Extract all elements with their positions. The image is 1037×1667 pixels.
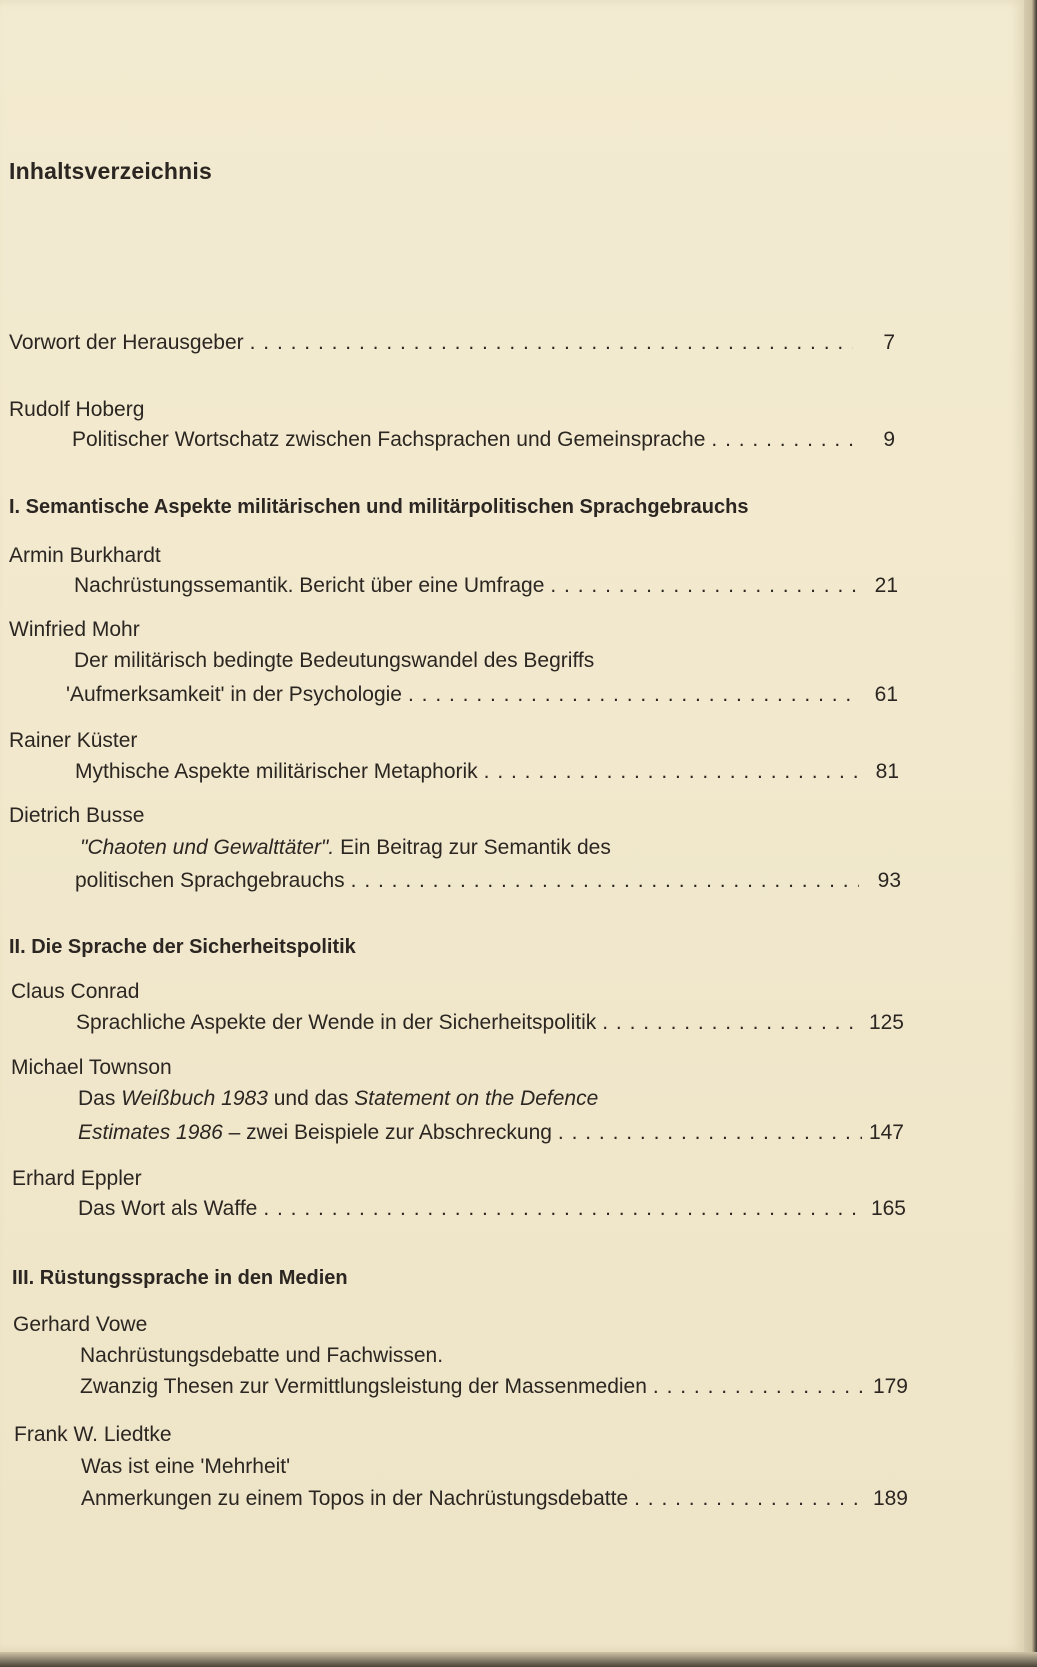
page-edge-right bbox=[1024, 0, 1037, 1667]
entry-title: Nachrüstungssemantik. Bericht über eine Umfrage bbox=[74, 574, 545, 597]
entry-title-line: Was ist eine 'Mehrheit' bbox=[81, 1455, 291, 1478]
entry-title: Politischer Wortschatz zwischen Fachsprachen und Gemeinsprache bbox=[72, 428, 706, 451]
italic-title: Weißbuch 1983 bbox=[121, 1087, 268, 1110]
page-number: 9 bbox=[883, 428, 895, 451]
title-rest: Ein Beitrag zur Semantik des bbox=[334, 836, 611, 859]
toc-author: Gerhard Vowe bbox=[13, 1313, 148, 1336]
leader-dots bbox=[634, 1486, 866, 1512]
page-number: 7 bbox=[883, 331, 895, 354]
page-number: 93 bbox=[877, 869, 901, 892]
toc-entry-eppler bbox=[78, 1196, 906, 1222]
leader-dots bbox=[351, 868, 859, 894]
entry-title: Mythische Aspekte militärischer Metaphorik bbox=[75, 760, 478, 783]
italic-title: Statement on the Defence bbox=[354, 1087, 599, 1110]
section-heading-3: III. Rüstungssprache in den Medien bbox=[12, 1267, 348, 1289]
page-edge-bottom bbox=[0, 1652, 1037, 1667]
entry-title: Das Wort als Waffe bbox=[78, 1197, 258, 1220]
italic-title: "Chaoten und Gewalttäter". bbox=[80, 836, 335, 859]
toc-entry-liedtke bbox=[81, 1486, 908, 1512]
italic-title: Estimates 1986 bbox=[78, 1121, 223, 1144]
entry-title-line: Der militärisch bedingte Bedeutungswandel des Begriffs bbox=[74, 649, 595, 672]
page-number: 147 bbox=[868, 1121, 904, 1144]
page-number: 61 bbox=[874, 683, 898, 706]
toc-entry-vowe bbox=[80, 1374, 908, 1400]
toc-author: Frank W. Liedtke bbox=[14, 1423, 172, 1446]
page-number: 125 bbox=[868, 1011, 904, 1034]
toc-entry-kuester bbox=[75, 759, 899, 785]
toc-author: Rudolf Hoberg bbox=[9, 398, 145, 421]
leader-dots bbox=[558, 1120, 862, 1146]
entry-title: Anmerkungen zu einem Topos in der Nachrüstungsdebatte bbox=[81, 1487, 629, 1510]
leader-dots bbox=[484, 759, 857, 785]
toc-author: Michael Townson bbox=[11, 1056, 172, 1079]
entry-title: Sprachliche Aspekte der Wende in der Sicherheitspolitik bbox=[76, 1011, 597, 1034]
leader-dots bbox=[653, 1374, 866, 1400]
page-number: 189 bbox=[872, 1487, 908, 1510]
toc-entry-busse bbox=[75, 868, 901, 894]
toc-entry-vorwort bbox=[9, 330, 895, 356]
toc-entry-townson bbox=[78, 1120, 904, 1146]
title-part: Das bbox=[78, 1087, 122, 1110]
leader-dots bbox=[711, 427, 853, 453]
entry-title: 'Aufmerksamkeit' in der Psychologie bbox=[66, 683, 402, 706]
title-part: – zwei Beispiele zur Abschreckung bbox=[222, 1121, 552, 1144]
leader-dots bbox=[408, 682, 856, 708]
page-number: 21 bbox=[874, 574, 898, 597]
toc-author: Erhard Eppler bbox=[12, 1167, 142, 1190]
entry-title-line bbox=[80, 835, 611, 861]
entry-title: Zwanzig Thesen zur Vermittlungsleistung der Massenmedien bbox=[80, 1375, 647, 1398]
toc-author: Rainer Küster bbox=[9, 729, 138, 752]
leader-dots bbox=[602, 1010, 862, 1036]
leader-dots bbox=[250, 330, 853, 356]
section-heading-1: I. Semantische Aspekte militärischen und militärpolitischen Sprachgebrauchs bbox=[9, 496, 749, 518]
leader-dots bbox=[550, 573, 856, 599]
entry-title: Vorwort der Herausgeber bbox=[9, 331, 244, 354]
toc-entry-mohr bbox=[66, 682, 898, 708]
entry-title bbox=[78, 1120, 552, 1146]
toc-author: Dietrich Busse bbox=[9, 804, 145, 827]
toc-entry-hoberg bbox=[72, 427, 895, 453]
page-number: 179 bbox=[872, 1375, 908, 1398]
toc-entry-burkhardt bbox=[74, 573, 898, 599]
page-number: 81 bbox=[875, 760, 899, 783]
page-number: 165 bbox=[870, 1197, 906, 1220]
entry-title: politischen Sprachgebrauchs bbox=[75, 869, 345, 892]
leader-dots bbox=[263, 1196, 864, 1222]
toc-author: Armin Burkhardt bbox=[9, 544, 161, 567]
toc-entry-conrad bbox=[76, 1010, 904, 1036]
toc-author: Winfried Mohr bbox=[9, 618, 140, 641]
section-heading-2: II. Die Sprache der Sicherheitspolitik bbox=[9, 936, 356, 958]
entry-title-line: Nachrüstungsdebatte und Fachwissen. bbox=[80, 1344, 444, 1367]
toc-author: Claus Conrad bbox=[11, 980, 140, 1003]
entry-title-line bbox=[78, 1086, 598, 1112]
page-title: Inhaltsverzeichnis bbox=[9, 158, 213, 184]
title-part: und das bbox=[267, 1087, 355, 1110]
